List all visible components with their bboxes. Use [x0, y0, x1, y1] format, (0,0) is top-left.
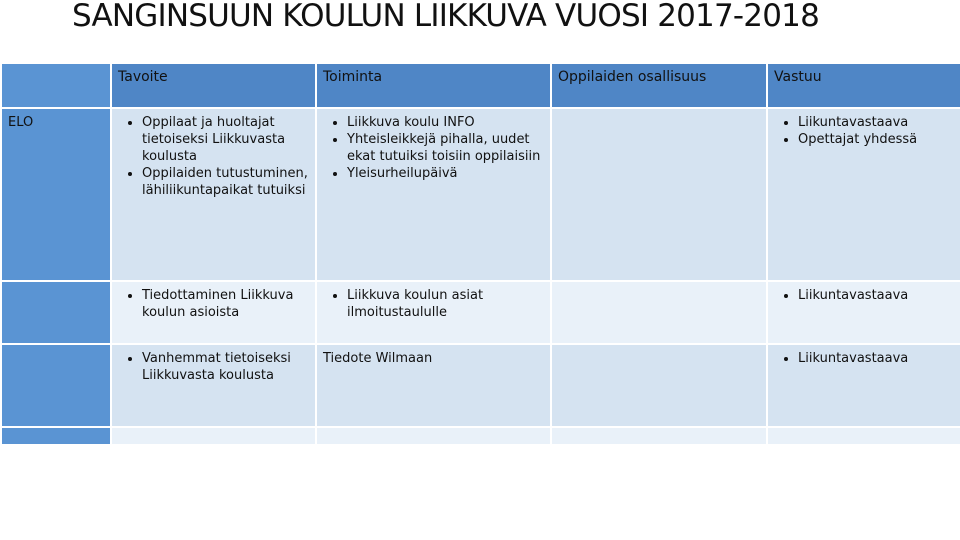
- list-item: • Vanhemmat tietoiseksi Liikkuvasta koulusta: [142, 350, 309, 384]
- list-item: • Yleisurheilupäivä: [347, 165, 544, 182]
- empty-cell: [111, 427, 316, 445]
- column-header-tavoite: Tavoite: [111, 63, 316, 108]
- list-item: • Yhteisleikkejä pihalla, uudet ekat tutuiksi toisiin oppilaisiin: [347, 131, 544, 165]
- list-item: • Liikuntavastaava: [798, 287, 954, 304]
- page-title: SANGINSUUN KOULUN LIIKKUVA VUOSI 2017-2018: [72, 0, 819, 34]
- toiminta-list: [323, 287, 544, 321]
- tavoite-cell: [111, 344, 316, 427]
- vastuu-cell: [767, 281, 960, 344]
- tavoite-list: [118, 287, 309, 321]
- vastuu-list: [774, 350, 954, 367]
- activity-plan-table: [0, 62, 960, 446]
- list-item: • Oppilaiden tutustuminen, lähiliikuntapaikat tutuiksi: [142, 165, 309, 199]
- empty-cell: [316, 427, 551, 445]
- list-item: • Liikkuva koulu INFO: [347, 114, 544, 131]
- tavoite-cell: [111, 108, 316, 281]
- list-item: • Oppilaat ja huoltajat tietoiseksi Liikkuvasta koulusta: [142, 114, 309, 165]
- column-header-vastuu: Vastuu: [767, 63, 960, 108]
- toiminta-cell: [316, 344, 551, 427]
- vastuu-list: [774, 287, 954, 304]
- empty-label-cell: [1, 427, 111, 445]
- empty-cell: [551, 427, 767, 445]
- column-header-toiminta: Toiminta: [316, 63, 551, 108]
- toiminta-cell: [316, 281, 551, 344]
- table-row: [1, 281, 960, 344]
- row-label-month: ELO: [1, 108, 111, 281]
- row-label-month: [1, 344, 111, 427]
- tavoite-list: [118, 350, 309, 384]
- osallisuus-cell: [551, 108, 767, 281]
- toiminta-list: [323, 114, 544, 182]
- osallisuus-cell: [551, 281, 767, 344]
- column-header-osallisuus: Oppilaiden osallisuus: [551, 63, 767, 108]
- vastuu-cell: [767, 108, 960, 281]
- toiminta-text: Tiedote Wilmaan: [323, 351, 433, 366]
- list-item: • Opettajat yhdessä: [798, 131, 954, 148]
- table-row: [1, 427, 960, 445]
- tavoite-cell: [111, 281, 316, 344]
- list-item: • Liikkuva koulun asiat ilmoitustaululle: [347, 287, 544, 321]
- tavoite-list: [118, 114, 309, 199]
- row-label-month: [1, 281, 111, 344]
- toiminta-cell: [316, 108, 551, 281]
- list-item: • Liikuntavastaava: [798, 350, 954, 367]
- vastuu-cell: [767, 344, 960, 427]
- osallisuus-cell: [551, 344, 767, 427]
- table-header-row: [1, 63, 960, 108]
- empty-cell: [767, 427, 960, 445]
- header-corner-cell: [1, 63, 111, 108]
- list-item: • Liikuntavastaava: [798, 114, 954, 131]
- table-row: [1, 344, 960, 427]
- vastuu-list: [774, 114, 954, 148]
- table-row: [1, 108, 960, 281]
- list-item: • Tiedottaminen Liikkuva koulun asioista: [142, 287, 309, 321]
